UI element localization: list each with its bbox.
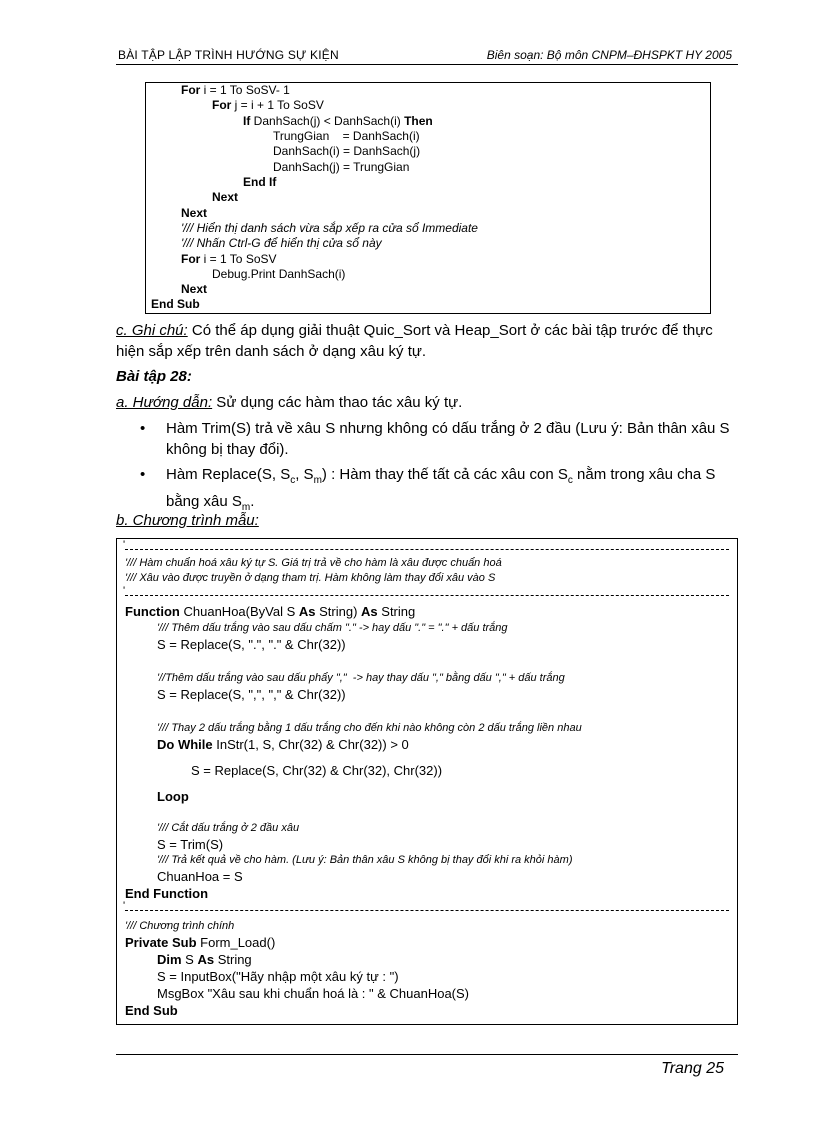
code-line: S = Replace(S, ".", "." & Chr(32)) (157, 637, 346, 652)
code-line: For i = 1 To SoSV (181, 252, 277, 266)
code-line: S = Replace(S, ",", "," & Chr(32)) (157, 687, 346, 702)
code-line: S = Trim(S) (157, 837, 224, 852)
code-line: DanhSach(j) = TrungGian (273, 160, 410, 174)
separator-line (125, 910, 729, 911)
code-comment: '/// Thay 2 dấu trắng bằng 1 dấu trắng cho đến khi nào không còn 2 dấu trắng liền nhau (157, 722, 582, 734)
code-line: End If (243, 175, 277, 189)
bullet-icon: • (140, 420, 146, 437)
code-comment: '/// Hiển thị danh sách vừa sắp xếp ra cửa sổ Immediate (181, 221, 478, 235)
code-line: Do While InStr(1, S, Chr(32) & Chr(32)) > 0 (157, 737, 409, 752)
guide-paragraph (116, 392, 740, 413)
footer-divider (116, 1054, 738, 1055)
document-title: BÀI TẬP LẬP TRÌNH HƯỚNG SỰ KIỆN (118, 48, 339, 62)
guide-label: a. Hướng dẫn: (116, 394, 213, 411)
code-line: For i = 1 To SoSV- 1 (181, 83, 290, 97)
code-line: Loop (157, 789, 189, 804)
code-block-chuanhoa (116, 538, 738, 1025)
code-line: Next (181, 206, 208, 220)
bullet-trim: Hàm Trim(S) trả về xâu S nhưng không có dấu trắng ở 2 đầu (Lưu ý: Bản thân xâu S không bị thay đổi). (166, 420, 730, 458)
guide-text: Sử dụng các hàm thao tác xâu ký tự. (212, 394, 463, 411)
code-line: DanhSach(i) = DanhSach(j) (273, 144, 421, 158)
note-paragraph (116, 320, 740, 362)
code-comment: '//Thêm dấu trắng vào sau dấu phẩy "," -> hay thay dấu "," bằng dấu "," + dấu trắng (157, 672, 565, 684)
code-line: End Sub (125, 1003, 178, 1018)
document-author: Biên soạn: Bộ môn CNPM–ĐHSPKT HY 2005 (486, 48, 732, 62)
code-comment: '/// Thêm dấu trắng vào sau dấu chấm "." -> hay dấu "." = "." + dấu trắng (157, 622, 508, 634)
note-label: c. Ghi chú: (116, 322, 188, 339)
code-comment: '/// Hàm chuẩn hoá xâu ký tự S. Giá trị trả về cho hàm là xâu được chuẩn hoá (125, 557, 502, 569)
sample-label-text: b. Chương trình mẫu: (116, 512, 259, 529)
code-line: Dim S As String (157, 952, 252, 967)
code-line: MsgBox "Xâu sau khi chuẩn hoá là : " & ChuanHoa(S) (157, 986, 470, 1001)
code-comment: '/// Cắt dấu trắng ở 2 đầu xâu (157, 822, 300, 834)
page-number: Trang 25 (661, 1060, 724, 1077)
code-line: S = Replace(S, Chr(32) & Chr(32), Chr(32)) (191, 763, 443, 778)
code-line: End Sub (151, 297, 200, 311)
separator-line (125, 595, 729, 596)
code-block-sort (145, 82, 711, 314)
code-line: Next (212, 190, 239, 204)
code-line: If DanhSach(j) < DanhSach(i) Then (243, 114, 433, 128)
bullet-replace: Hàm Replace(S, $S_c$, $S_m$) : Hàm thay thế tất cả các xâu con $S_c$ nằm trong xâu cha S bằng xâu $S_m$. (166, 466, 716, 513)
code-line: End Function (125, 886, 209, 901)
code-comment: '/// Chương trình chính (125, 920, 235, 932)
code-comment: '/// Trả kết quả về cho hàm. (Lưu ý: Bản thân xâu S không bị thay đổi khi ra khỏi hàm) (157, 854, 573, 866)
code-line: For j = i + 1 To SoSV (212, 98, 324, 112)
code-comment: '/// Xâu vào được truyền ở dạng tham trị. Hàm không làm thay đổi xâu vào S (125, 572, 496, 584)
page-header (116, 46, 738, 65)
code-line: S = InputBox("Hãy nhập một xâu ký tự : ") (157, 969, 399, 984)
code-line: Debug.Print DanhSach(i) (212, 267, 346, 281)
code-line: ChuanHoa = S (157, 869, 243, 884)
exercise-title: Bài tập 28: (116, 368, 192, 385)
code-line: TrungGian = DanhSach(i) (273, 129, 420, 143)
code-line: Function ChuanHoa(ByVal S As String) As String (125, 604, 416, 619)
code-line: Next (181, 282, 208, 296)
code-line: Private Sub Form_Load() (125, 935, 276, 950)
sample-label (116, 510, 740, 531)
note-text: Có thể áp dụng giải thuật Quic_Sort và Heap_Sort ở các bài tập trước để thực hiện sắp xếp trên danh sách ở dạng xâu ký tự. (116, 322, 713, 360)
separator-line (125, 549, 729, 550)
code-comment: '/// Nhấn Ctrl-G để hiển thị cửa sổ này (181, 236, 382, 250)
bullet-icon: • (140, 466, 146, 483)
